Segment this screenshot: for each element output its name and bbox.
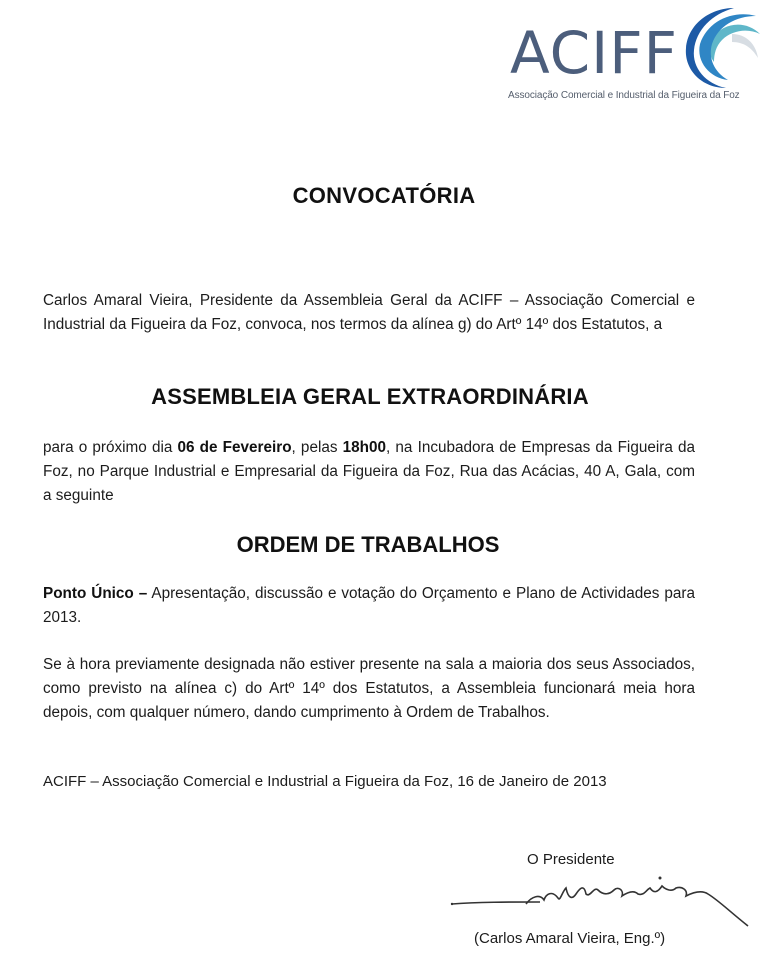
assembly-heading: ASSEMBLEIA GERAL EXTRAORDINÁRIA: [151, 384, 589, 409]
agenda-item-text: Apresentação, discussão e votação do Orçamento e Plano de Actividades para 2013.: [43, 585, 695, 626]
quorum-note: Se à hora previamente designada não estiver presente na sala a maioria dos seus Associados, como previsto na alínea c) do Artº 14º dos Estatutos, a Assembleia funcionará meia hora depois, com qualquer número, dando cumprimento à Ordem de Trabalhos.: [43, 656, 695, 721]
aciff-logo: [506, 4, 768, 104]
logo-subtitle: Associação Comercial e Industrial da Figueira da Foz: [508, 90, 740, 101]
document-title: CONVOCATÓRIA: [292, 183, 476, 208]
agenda-item: [43, 582, 695, 630]
meeting-location: , na Incubadora de Empresas da Figueira da Foz, no Parque Industrial e Empresarial da Figueira da Foz, Rua das Acácias, 40 A, Gala, com a seguinte: [43, 439, 695, 504]
agenda-item-label: Ponto Único –: [43, 585, 148, 602]
signer-name: (Carlos Amaral Vieira, Eng.º): [474, 930, 666, 947]
wave-swoosh-icon: [672, 4, 764, 88]
meeting-time: 18h00: [342, 439, 387, 456]
meeting-details-paragraph: [43, 436, 695, 508]
signature-role: O Presidente: [527, 851, 615, 868]
meeting-prefix: para o próximo dia: [43, 439, 178, 456]
closing-line: ACIFF – Associação Comercial e Industrial a Figueira da Foz, 16 de Janeiro de 2013: [43, 773, 607, 790]
meeting-date: 06 de Fevereiro: [177, 439, 292, 456]
intro-paragraph: Carlos Amaral Vieira, Presidente da Assembleia Geral da ACIFF – Associação Comercial e Industrial da Figueira da Foz, convoca, nos termos da alínea g) do Artº 14º dos Estatutos, a: [43, 292, 695, 333]
logo-wordmark: ACIFF: [510, 19, 678, 87]
meeting-middle: , pelas: [291, 439, 343, 456]
handwritten-signature: [448, 872, 768, 934]
agenda-heading: ORDEM DE TRABALHOS: [236, 532, 500, 557]
